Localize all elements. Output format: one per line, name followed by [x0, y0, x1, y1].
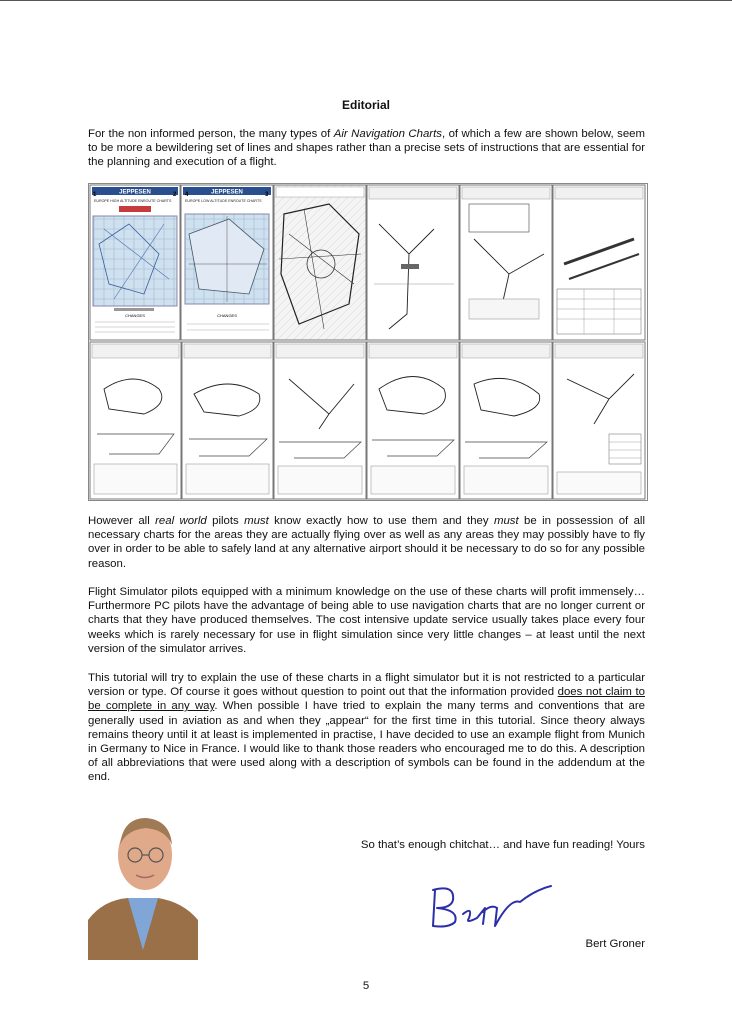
enroute-chart-cover-1: [90, 185, 180, 340]
tutorial-paragraph: [88, 671, 645, 785]
text-run: be in possession of all necessary charts for the areas they are actually flying over as well as any areas they may possibly have to fly over in order to be able to safely land at any alternative airport should it be necessary to do so for any possible reason.: [88, 515, 645, 570]
jeppesen-logo-text: JEPPESEN: [211, 189, 243, 196]
cover-title: EUROPE HIGH ALTITUDE ENROUTE CHARTS: [94, 199, 172, 203]
text-run: pilots: [206, 515, 245, 527]
author-name: Bert Groner: [585, 938, 645, 950]
page-number: 5: [362, 980, 370, 992]
text-run: . When possible I have tried to explain the many terms and conventions that are generally used in aviation as and when they „appear“ for the first time in this tutorial. Since theory always remains theory until it at least is implemented in practise, I have decided to use an example flight from Munich in Germany to Nice in France. I would like to thank those readers who encouraged me to do this. A description of all abbreviations that were used along with a description of symbols can be found in the addendum at the end.: [88, 700, 645, 784]
closing-remark: So that’s enough chitchat… and have fun reading! Yours: [360, 839, 645, 851]
top-rule: [0, 0, 732, 1]
text-run: For the non informed person, the many types of: [88, 128, 334, 140]
pilots-paragraph: [88, 514, 645, 571]
badge-2: 2: [173, 192, 177, 198]
underlined-text: does not claim to be complete in any way: [88, 686, 646, 713]
area-chart: [274, 185, 366, 340]
emphasis-text: Air Navigation Charts: [333, 128, 442, 140]
text-run: However all: [88, 515, 156, 527]
text-run: , of which a few are shown below, seem to be more a bewildering set of lines and shapes rather than a precise sets of instructions that are essential for the planning and execution of a flight.: [88, 128, 645, 169]
enroute-chart-cover-2: [181, 185, 273, 340]
emphasis-text: real world: [155, 515, 207, 527]
cover-title: EUROPE LOW ALTITUDE ENROUTE CHARTS: [185, 199, 262, 203]
handwritten-signature: [425, 878, 555, 933]
page-title: Editorial: [341, 98, 390, 112]
emphasis-text: must: [493, 515, 519, 527]
airport-chart: [553, 185, 645, 340]
intro-paragraph: [88, 127, 645, 170]
changes-label: CHANGES: [125, 313, 145, 318]
badge-3: 3: [265, 192, 269, 198]
star-chart: [367, 185, 459, 340]
author-photo: [88, 800, 198, 960]
sid-chart: [460, 185, 552, 340]
approach-charts-row: [90, 342, 645, 499]
changes-label: CHANGES: [217, 313, 237, 318]
text-run: know exactly how to use them and they: [268, 515, 494, 527]
badge-1: 1: [93, 192, 97, 198]
chart-collage: [88, 183, 648, 501]
text-run: This tutorial will try to explain the use of these charts in a flight simulator but it is not restricted to a particular version or type. Of course it goes without question to point out that the information provided: [88, 672, 645, 699]
jeppesen-logo-text: JEPPESEN: [119, 189, 151, 196]
simulator-paragraph: Flight Simulator pilots equipped with a minimum knowledge on the use of these charts will profit immensely… Furthermore PC pilots have the advantage of being able to use navigation charts that are no longer current or charts that they have produced themselves. The cost intensive update service usually takes place every four weeks which is rarely necessary for use in flight simulation since very little changes – at least until the next version of the simulator arrives.: [88, 586, 645, 655]
emphasis-text: must: [244, 515, 269, 527]
charts-illustration: [89, 184, 647, 500]
badge-4: 4: [185, 192, 189, 198]
